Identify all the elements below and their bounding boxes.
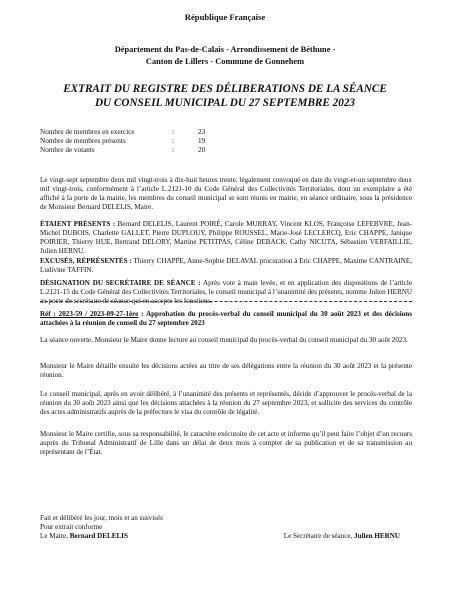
presents-label: ÉTAIENT PRÉSENTS : <box>40 220 116 228</box>
presents-paragraph <box>40 220 412 256</box>
department-line-2: Canton de Lillers - Commune de Gonnehem <box>145 57 305 66</box>
members-label: Nombre de votants <box>40 146 95 154</box>
excuses-text: Thierry CHAPPE, Anne-Sophie DELAVAL procuration à Eric CHAPPE, Maxime CANTRAINE, Ludivine TAFFIN. <box>40 257 412 274</box>
members-label: Nombre de membres présents <box>40 137 126 145</box>
members-value: 23 <box>198 128 206 136</box>
secretaire-text: Après vote à main levée, et en application des dispositions de l’article L.2121-15 du Code Général des Collectivités Territoriales, le conseil municipal à l’unanimité des présents, nomme Julien HERNU au poste de secrétaire de séance qui en accepte les fonctions. <box>40 279 412 305</box>
secretaire-name: Julien HERNU <box>354 532 400 540</box>
document-title <box>22 82 428 110</box>
document-title-line-1: EXTRAIT DU REGISTRE DES DÉLIBERATIONS DE LA SÉANCE <box>63 83 387 95</box>
members-value: 19 <box>198 137 206 145</box>
members-colon: : <box>172 146 174 154</box>
members-colon: : <box>172 137 174 145</box>
department-line-1: Département du Pas-de-Calais - Arrondissement de Béthune - <box>114 45 336 54</box>
members-row <box>40 128 300 137</box>
excuses-paragraph <box>40 257 412 275</box>
secretaire-signature <box>284 532 400 541</box>
body-paragraph: Le conseil municipal, après en avoir délibéré, à l’unanimité des présents et représentés, décide d’approuver le procès-verbal de la réunion du 30 août 2023 ainsi que les décisions attachées à la réunion du 27 septembre 2023, et sollicite des services du contrôle des actes administratifs auprès de la préfecture le visa du contrôle de légalité. <box>40 390 412 416</box>
closing-line-2: Pour extrait conforme <box>40 523 103 531</box>
body-paragraph: La séance ouverte, Monsieur le Maire donne lecture au conseil municipal du procès-verbal du conseil municipal du 30 août 2023. <box>40 336 408 344</box>
reference-text: : Approbation du procès-verbal du conseil municipal du 30 août 2023 et des décisions attachées à la réunion de conseil du 27 septembre 2023 <box>40 310 412 327</box>
signature-block <box>40 514 412 541</box>
members-row <box>40 137 300 146</box>
secretaire-label: DÉSIGNATION DU SECRÉTAIRE DE SÉANCE : <box>40 279 201 287</box>
closing-line-1: Fait et délibéré les jour, mois et an susvisés <box>40 514 163 522</box>
signature-row <box>40 532 412 541</box>
presents-text: Bernard DELELIS, Laurent POIRÉ, Carole MURRAY, Vincent KLOS, Françoise LEFEBVRE, Jean-Michel DUBOIS, Charlette GALLET, Pierre DUPLOUY, Philippe ROUSSEL, Marie-José LECLERCQ, Eric CHAPPE, Janique POIRIER, Thierry HUE, Bertrand DELORY, Martine PETITPAS, Céline DEBACK, Cathy NICUTA, Sébastien VERFAILLIE, Julien HERNU. <box>40 220 412 255</box>
body-paragraph: Monsieur le Maire détaille ensuite les décisions actées au titre de ses délégations entre la réunion du 30 août 2023 et la présente réunion. <box>40 362 412 379</box>
members-value: 20 <box>198 146 206 154</box>
secretaire-prefix: Le Secrétaire de séance, <box>283 532 355 540</box>
republique-header: République Française <box>184 12 266 22</box>
maire-name: Bernard DELELIS <box>69 532 128 540</box>
excuses-label: EXCUSÉS, RÉPRÉSENTÉS : <box>40 257 132 265</box>
intro-paragraph: Le vingt-sept septembre deux mil vingt-trois à dix-huit heures trente, légalement convoqué en date du vingt-et-un septembre deux mil vingt-trois, conformément à l’article L.2121-10 du Code Général des Collectivités Territoriales, dont un exemplaire a été affiché à la porte de la mairie, les membres du conseil municipal se sont réunis en mairie, en séance ordinaire, sous la présidence de Monsieur Bernard DELELIS, Maire. <box>40 176 412 211</box>
maire-signature <box>40 532 128 541</box>
reference-label: Réf : 2023-59 / 2023-09-27-1ère <box>40 310 139 318</box>
maire-prefix: Le Maire, <box>40 532 70 540</box>
members-label: Nombre de membres en exercice <box>40 128 135 136</box>
members-colon: : <box>172 128 174 136</box>
department-header <box>40 44 410 68</box>
body-paragraph: Monsieur le Maire certifie, sous sa responsabilité, le caractère exécutoire de cet acte et informe qu’il peut faire l’objet d’un recours auprès du Tribunal Administratif de Lille dans un délai de deux mois à compter de sa publication et de sa transmission au représentant de l’État. <box>40 430 412 456</box>
document-title-line-2: DU CONSEIL MUNICIPAL DU 27 SEPTEMBRE 2023 <box>94 97 356 109</box>
members-row <box>40 146 300 155</box>
reference-paragraph <box>40 310 412 328</box>
members-table <box>40 128 300 155</box>
section-separator <box>40 301 412 302</box>
